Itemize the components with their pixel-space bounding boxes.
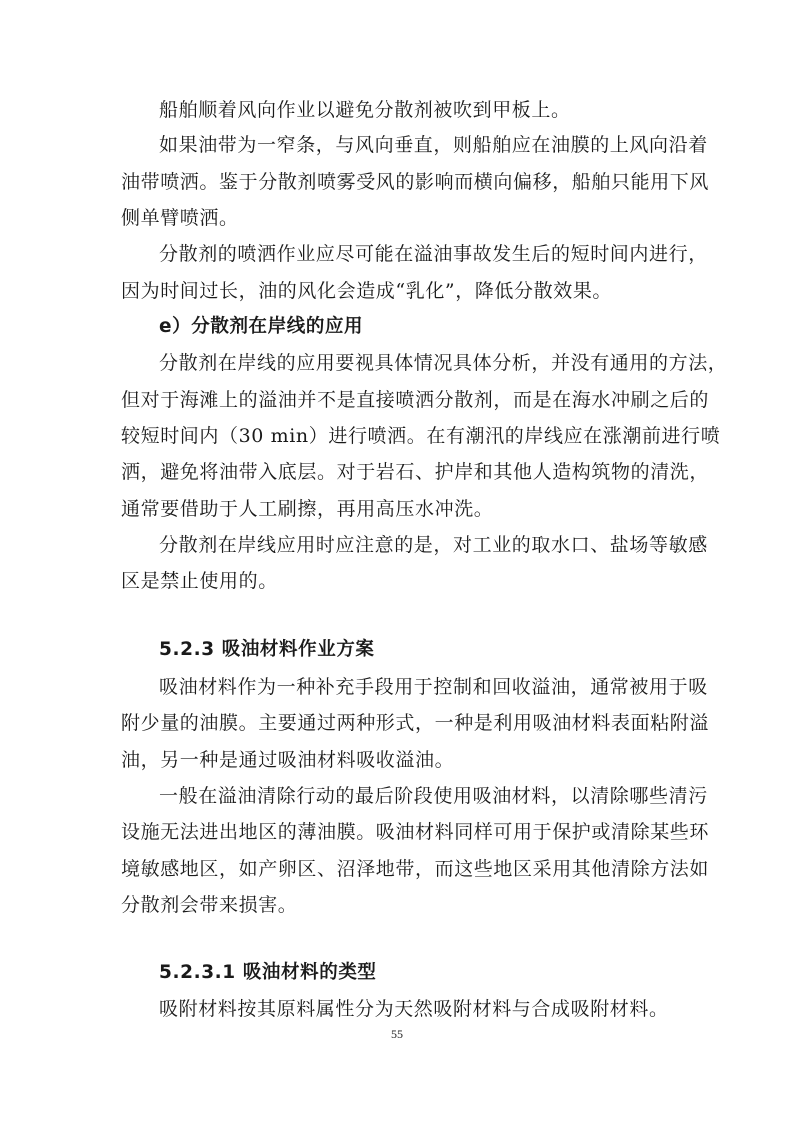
paragraph-line: 因为时间过长，油的风化会造成“乳化”，降低分散效果。 bbox=[121, 280, 613, 302]
paragraph-line: 吸油材料作为一种补充手段用于控制和回收溢油，通常被用于吸 bbox=[159, 676, 708, 698]
paragraph-line: 境敏感地区，如产卵区、沼泽地带，而这些地区采用其他清除方法如 bbox=[121, 858, 710, 880]
paragraph-line: 吸附材料按其原料属性分为天然吸附材料与合成吸附材料。 bbox=[159, 998, 669, 1020]
paragraph-line: 分散剂在岸线的应用要视具体情况具体分析，并没有通用的方法， bbox=[159, 352, 728, 374]
page-number: 55 bbox=[391, 1027, 403, 1041]
paragraph-line: 船舶顺着风向作业以避免分散剂被吹到甲板上。 bbox=[159, 99, 571, 121]
paragraph-line: 通常要借助于人工刷擦，再用高压水冲洗。 bbox=[121, 498, 494, 520]
paragraph-line: 设施无法进出地区的薄油膜。吸油材料同样可用于保护或清除某些环 bbox=[121, 821, 710, 843]
paragraph-line: 较短时间内（30 min）进行喷洒。在有潮汛的岸线应在涨潮前进行喷 bbox=[121, 425, 721, 447]
paragraph-line: 油，另一种是通过吸油材料吸收溢油。 bbox=[121, 749, 455, 771]
paragraph-line: 如果油带为一窄条，与风向垂直，则船舶应在油膜的上风向沿着 bbox=[159, 134, 708, 156]
paragraph-line: 区是禁止使用的。 bbox=[121, 570, 278, 592]
subheading: e）分散剂在岸线的应用 bbox=[159, 316, 364, 337]
paragraph-line: 但对于海滩上的溢油并不是直接喷洒分散剂，而是在海水冲刷之后的 bbox=[121, 389, 710, 411]
paragraph-line: 分散剂在岸线应用时应注意的是，对工业的取水口、盐场等敏感 bbox=[159, 534, 708, 556]
paragraph-line: 洒，避免将油带入底层。对于岩石、护岸和其他人造构筑物的清洗， bbox=[121, 461, 710, 483]
paragraph-line: 分散剂的喷洒作业应尽可能在溢油事故发生后的短时间内进行， bbox=[159, 243, 708, 265]
paragraph-line: 附少量的油膜。主要通过两种形式，一种是利用吸油材料表面粘附溢 bbox=[121, 712, 710, 734]
paragraph-line: 油带喷洒。鉴于分散剂喷雾受风的影响而横向偏移，船舶只能用下风 bbox=[121, 171, 710, 193]
section-heading: 5.2.3 吸油材料作业方案 bbox=[159, 639, 375, 660]
paragraph-line: 一般在溢油清除行动的最后阶段使用吸油材料，以清除哪些清污 bbox=[159, 785, 708, 807]
paragraph-line: 侧单臂喷洒。 bbox=[121, 207, 239, 229]
section-heading: 5.2.3.1 吸油材料的类型 bbox=[159, 962, 377, 983]
paragraph-line: 分散剂会带来损害。 bbox=[121, 894, 298, 916]
